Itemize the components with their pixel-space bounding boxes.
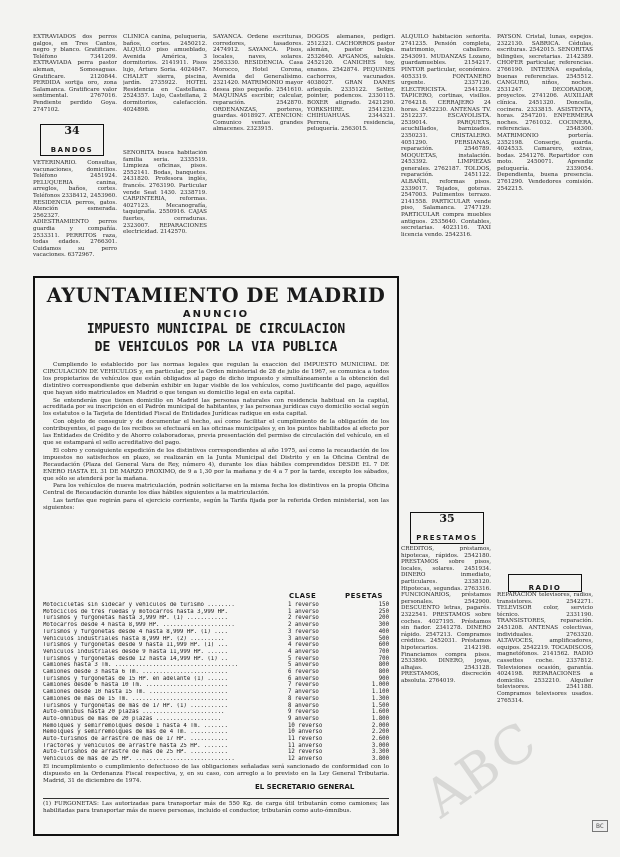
tax-amount: 900	[378, 675, 389, 682]
section-box-35	[410, 512, 484, 544]
classified-text: DOGOS alemanes, pedigrí. 2512321. CACHORROS pastor alemán, pastor belga. 2532640. AFGANOS, salukis. 2452120. CANICHES toy, enanos. 2542874. PEQUINES cachorros, vacunados. 4038027. GRAN DANES arlequín. 2335122. Setter, pointer, podencos. 2330115. BOXER atigrado. 2421290. YORKSHIRE. 2541230. CHIHUAHUAS. 2344321. Perrera, residencia, peluquería. 2563015.	[307, 34, 395, 133]
vehicle-description: Tractores y vehículos de arrastre hasta 25 HP. .......	[43, 742, 228, 749]
logo: BC	[592, 820, 608, 832]
tax-amount: 800	[378, 662, 389, 669]
vehicle-class: 12 reverso	[288, 749, 323, 756]
vehicle-class: 9 anverso	[288, 715, 319, 722]
vehicle-description: Camiones de más de 15 Tm. ............................	[43, 695, 228, 702]
announcement-note: (1) FURGONETAS: Las autorizadas para transportar más de 550 Kg. de carga útil tributarán como camiones; las habilitadas para transportar más de nueve personas, incluido el conductor, tributarán como auto-ómnibus.	[43, 798, 389, 815]
tax-amount: 3.800	[371, 756, 389, 763]
tax-amount: 1.800	[371, 715, 389, 722]
classified-text: SENORITA busca habitación familia seria. 2335519. Limpieza oficinas, pisos. 2552141. Bodas, banquetes. 2431820. Profesora inglés, francés. 2763190. Particular vende Seat 1430. 2338719. CARPINTERIA, reformas. 4027123. Mecanografía, taquigrafía. 2550916. CAJAS fuertes, cerraduras. 2323007. REPARACIONES electricidad. 2142570.	[123, 150, 207, 236]
classified-column-3	[213, 34, 303, 274]
vehicle-description: Remolques y semirremolques desde 1 hasta 4 Tm. .......	[43, 722, 228, 729]
announcement-signature: EL SECRETARIO GENERAL	[255, 783, 355, 791]
announcement-subtitle: ANUNCIO	[182, 309, 250, 320]
vehicle-class: 4 reverso	[288, 642, 319, 649]
classified-text: PAYSON. Cristal, lunas, espejos. 2322130. SABRICA. Cédulas, escrituras. 2542015. SENORITAS bilingües, secretarias. 2142389. CHOFER particular, referencias. 2766190. INTERNA española, buenas referencias. 2545512. CANGURO, niños, noches. 2531247. DECORADOR, proyectos. 2741206. AUXILIAR clínica. 2451320. Doncella, cocinera. 2333815. ASISTENTA, horas. 2547201. ENFERMERA noches. 2761032. COCINERA, referencias. 2548300. MATRIMONIO portería. 2352198. Conserje, guarda. 4024533. Camarero, extras, bodas. 2541276. Repartidor con moto. 2450071. Aprendiz peluquería. 2339054. Dependienta, buena presencia. 2761290. Vendedores comisión. 2542215.	[497, 34, 593, 192]
tax-amount: 3.000	[371, 742, 389, 749]
watermark: ABC	[413, 710, 549, 830]
vehicle-class: 3 reverso	[288, 628, 319, 635]
vehicle-description: Vehículos industriales hasta 8,999 HP. (2) ..........	[43, 635, 225, 642]
vehicle-class: 6 reverso	[288, 669, 319, 675]
tax-amount: 3.300	[371, 749, 389, 756]
classified-column-2b	[123, 150, 207, 272]
vehicle-class: 7 reverso	[288, 682, 319, 689]
body-paragraph: Las tarifas que regirán para el ejercicio corriente, según la Tarifa fijada por la referida Orden ministerial, son las siguientes:	[43, 498, 389, 512]
body-paragraph: Para los vehículos de nueva matriculación, podrán solicitarse en la misma fecha los distintivos en la propia Oficina Central de Recaudación durante los días hábiles siguientes a la matriculación.	[43, 483, 389, 497]
body-paragraph: El cobro y consiguiente expedición de los distintivos correspondientes al año 1975, así como la recaudación de los impuestos no satisfechos en plazo, se realizarán en la Junta Municipal del Distrito y en la Oficina Central de Recaudación (Plaza del General Vara de Rey, número 4), durante los días hábiles comprendidos DESDE EL 7 DE ENERO HASTA EL 31 DE MARZO PROXIMO, de 9 a 1,30 por la mañana y de 4 a 7 por la tarde, excepto los sábados, que sólo se atenderá por la mañana.	[43, 447, 389, 482]
announcement-heading-2: DE VEHICULOS POR LA VIA PUBLICA	[94, 340, 338, 355]
tax-amount: 150	[378, 602, 389, 608]
classified-text: CREDITOS, préstamos, hipotecas, rápidos. 2542180. PRESTAMOS sobre pisos, locales, solares. 2451934. DINERO inmediato, particulares. 2338120. Hipotecas, segundas. 2763316. FUNCIONARIOS, préstamos personales. 2542900. DESCUENTO letras, pagarés. 2322541. PRESTAMOS sobre coches. 4027195. Préstamos sin fiador. 2341278. DINERO rápido. 2547213. Compramos créditos. 2452031. Préstamos hipotecarios. 2142198. Financiamos compra pisos. 2533890. DINERO, joyas, alhajas. 2543128. PRESTAMOS, discreción absoluta. 2764019.	[401, 546, 491, 684]
section-label: PRESTAMOS	[416, 534, 478, 542]
vehicle-class: 4 anverso	[288, 648, 319, 655]
tax-amount: 800	[378, 669, 389, 675]
classified-column-4	[307, 34, 395, 274]
tax-amount: 200	[378, 615, 389, 622]
vehicle-description: Motocarros desde 4 hasta 8,999 HP. .....................	[43, 622, 235, 629]
tax-amount: 500	[378, 635, 389, 642]
classified-column-6	[497, 34, 593, 554]
body-paragraph: Se entenderán que tienen domicilio en Madrid las personas naturales con residencia habitual en la capital, acreditada por su inscripción en el Padrón municipal de habitantes, y las personas jurídicas cuyo domicilio social según los estatutos o la Tarjeta de Identidad Fiscal de Entidades Jurídicas radique en esta capital.	[43, 397, 389, 418]
tax-amount: 600	[378, 642, 389, 649]
vehicle-description: Motociclos de tres ruedas y motocarros hasta 3,999 HP.	[43, 608, 228, 615]
section-box-34	[40, 124, 104, 156]
vehicle-description: Auto-ómnibus hasta 20 plazas ........................	[43, 709, 225, 716]
vehicle-class: 8 anverso	[288, 702, 319, 709]
vehicle-description: Auto-turismos de arrastre de más de 25 HP. ...........	[43, 749, 228, 756]
tax-amount: 1.000	[371, 682, 389, 689]
classified-text: EXTRAVIADOS dos perros galgos, en Tres Cantos, negro y blanco. Gratificare. Teléfono 7341209. EXTRAVIADA perra pastor aleman, Somosaguas. Gratificare. 2120844. PERDIDA sortija oro, zona Salamanca. Gratificare valor sentimental. 2767016. Pendiente perdido Goya. 2747102.	[33, 34, 117, 113]
vehicle-description: Vehículos industriales desde 9 hasta 11,999 HP. ......	[43, 648, 228, 655]
vehicle-class: 5 anverso	[288, 662, 319, 669]
vehicle-class: 6 anverso	[288, 675, 319, 682]
tax-amount: 300	[378, 622, 389, 629]
vehicle-class: 12 anverso	[288, 756, 323, 763]
vehicle-class: 2 reverso	[288, 615, 319, 622]
tax-amount: 2.200	[371, 729, 389, 736]
classified-text: VETERINARIO. Consultas, vacunaciones, domicilios. Teléfono 2451924. PELUQUERIA canina, arreglos, baños, cortes. Teléfonos 2338412, 2453960. RESIDENCIA perros, gatos. Atención esmerada. 2562327. ADIESTRAMIENTO perros guardia y compañía. 2533311. PERRITOS raza, todas edades. 2766301. Cuidamos su perro vacaciones. 6372967.	[33, 160, 117, 259]
announcement-body	[43, 362, 389, 590]
vehicle-class: 10 reverso	[288, 722, 323, 729]
classified-column-5	[401, 34, 491, 542]
section-number: 34	[64, 124, 80, 137]
vehicle-description: Camiones desde 6 hasta 10 Tm. ........................	[43, 682, 228, 689]
vehicle-description: Remolques y semirremolques de más de 4 Tm. ...........	[43, 729, 228, 736]
table-row	[43, 756, 389, 763]
vehicle-class: 9 reverso	[288, 709, 319, 716]
vehicle-class: 8 reverso	[288, 695, 319, 702]
vehicle-class: 10 anverso	[288, 729, 323, 736]
section-box-radio	[508, 574, 582, 592]
classified-text: ALQUILO habitación señorita. 2741235. Pensión completa, matrimonio, caballero. 2543091. MUDANZAS Lozano, guardamuebles. 2154217. PINTOR particular, económico. 4053319. FONTANERO urgente. 2337126. ELECTRICISTA. 2541239. TAPICERO, cortinas, visillos. 2764218. CERRAJERO 24 horas. 2452230. ANTENAS TV. 2512237. ESCAYOLISTA. 2539014. PARQUETS, acuchillados, barnizados. 2350231. CRISTALERO. 4051290. PERSIANAS, reparación. 2546789. MOQUETAS, instalación. 2453392. LIMPIEZAS generales. 2762187. TOLDOS, reparación. 2451122. ALBAÑIL, reformas pisos. 2339017. Tejados, goteras. 2547003. Pulimentos terrazo. 2141558. PARTICULAR vende piso, Salamanca. 2747129. PARTICULAR compra muebles antiguos. 2535640. Contables, secretarias. 4023116. TAXI licencia vendo. 2542316.	[401, 34, 491, 238]
tax-amount: 1.300	[371, 695, 389, 702]
section-label: BANDOS	[50, 146, 94, 154]
tax-amount: 700	[378, 655, 389, 662]
vehicle-description: Turismos y furgonetas de más de 17 HP. (1) ...........	[43, 702, 228, 709]
table-header-class: CLASE	[289, 592, 317, 600]
classified-column-2	[123, 34, 207, 146]
vehicle-class: 11 reverso	[288, 736, 323, 742]
classified-column-1b	[33, 160, 117, 272]
vehicle-description: Turismos y furgonetas de 15 HP. en adelante (1) ......	[43, 675, 228, 682]
classified-text: SAYANCA. Ordene escrituras, corredores, tasadores. 2474912. SAYANCA. Pisos, locales, naves, solares. 2563330. RESIDENCIA. Casa Morocco, Hotel Corona, Avenida del Generalísimo. 2321420. MATRIMONIO mayor desea piso pequeño. 2541610. MAQUINAS escribir, calcular, reparación. 2542870. ORDENANZAS, porteros, guardas. 4018927. ATENCION: Comunico ventas grandes almacenes. 2323915.	[213, 34, 303, 133]
vehicle-description: Vehículos de más de 25 HP. .............................	[43, 756, 235, 763]
vehicle-class: 5 reverso	[288, 655, 319, 662]
vehicle-class: 1 anverso	[288, 608, 319, 615]
vehicle-description: Camiones desde 10 hasta 15 Tm. .......................	[43, 689, 228, 696]
tax-amount: 2.000	[371, 722, 389, 729]
vehicle-class: 2 anverso	[288, 622, 319, 629]
vehicle-class: 1 reverso	[288, 602, 319, 608]
vehicle-description: Camiones hasta 3 Tm. ....................................	[43, 662, 239, 669]
section-number: 35	[439, 512, 455, 525]
tax-amount: 700	[378, 648, 389, 655]
vehicle-description: Turismos y furgonetas desde 9 hasta 11,999 HP. (1) ...	[43, 642, 228, 649]
vehicle-class: 7 anverso	[288, 689, 319, 696]
vehicle-description: Motocicletas sin sidecar y vehículos de turismo ........	[43, 602, 235, 608]
vehicle-class: 11 anverso	[288, 742, 323, 749]
vehicle-class: 3 anverso	[288, 635, 319, 642]
tax-amount: 1.600	[371, 709, 389, 716]
vehicle-description: Camiones desde 3 hasta 6 Tm. .........................	[43, 669, 228, 675]
vehicle-description: Turismos y furgonetas hasta 3,999 HP. (1) ............	[43, 615, 228, 622]
vehicle-description: Auto-ómnibus de más de 20 plazas ...................	[43, 715, 222, 722]
body-paragraph: Con objeto de conseguir y de documentar el hecho, así como facilitar el cumplimiento de la obligación de los contribuyentes, el pago de los recibos se efectuará en las oficinas municipales y, en los puntos habilitados al efecto por las Entidades de Crédito y de Ahorro colaboradoras, previa presentación del permiso de circulación del vehículo, en el que se estampará el sello acreditativo del pago.	[43, 419, 389, 446]
vehicle-description: Turismos y furgonetas desde 12 hasta 14,999 HP. (1) ..	[43, 655, 228, 662]
announcement-title: AYUNTAMIENTO DE MADRID	[46, 284, 386, 307]
municipal-announcement	[33, 276, 399, 836]
tax-amount: 400	[378, 628, 389, 635]
tax-amount: 1.500	[371, 702, 389, 709]
announcement-heading-1: IMPUESTO MUNICIPAL DE CIRCULACION	[86, 322, 346, 337]
classified-text: CLINICA canina, peluquería, baños, cortes. 2450212. ALQUILO piso amueblado, Avenida América, 3 dormitorios. 2141911. Pisos lujo, Arturo Soria. 4024847. CHALET sierra, piscina, jardín. 2735922. HOTEL Residencia en Castellana. 2524357. Lujo, Castellana, 2 dormitorios, calefacción. 4024898.	[123, 34, 207, 113]
body-paragraph: Cumpliendo lo establecido por las normas legales que regulan la exacción del IMPUESTO MUNICIPAL DE CIRCULACION DE VEHICULOS y, en particular, por la Orden ministerial de 28 de julio de 1967, se comunica a todos los propietarios de vehículos que están obligados al pago de dicho impuesto y simultáneamente a la obtención del distintivo correspondiente que deberán exhibir en lugar visible de los vehículos, como justificante del pago, aquéllos que hayan sido matriculados en Madrid o que tengan su domicilio legal en esta capital.	[43, 362, 389, 396]
section-label: RADIO	[528, 584, 562, 592]
tax-amount: 250	[378, 608, 389, 615]
tax-amount: 2.600	[371, 736, 389, 742]
vehicle-description: Turismos y furgonetas desde 4 hasta 8,999 HP. (1) ....	[43, 628, 228, 635]
table-header-price: PESETAS	[345, 592, 383, 600]
classified-text: REPARACION televisores, radios, transistores. 2542271. TELEVISOR color, servicio técnico. 2331190. TRANSISTORES, reparación. 2451208. ANTENAS colectivas, individuales. 2763320. ALTAVOCES, amplificadores, equipos. 2542219. TOCADISCOS, magnetófonos. 2141562. RADIO cassettes coche. 2337812. Televisiones ocasión, garantía. 4024198. REPARACIONES a domicilio. 2532210. Alquiler televisores. 2541188. Compramos televisores usados. 2765314.	[497, 592, 593, 704]
vehicle-description: Auto-turismos de arrastre de más de 17 HP. ...........	[43, 736, 228, 742]
announcement-footer: El incumplimiento o cumplimiento defectuoso de las obligaciones señaladas será sancionado de conformidad con lo dispuesto en la Ordenanza Fiscal respectiva, y, en su caso, con arreglo a lo previsto en la Ley General Tributaria. Madrid, 31 de diciembre de 1974.	[43, 764, 389, 784]
tax-amount: 1.100	[371, 689, 389, 696]
